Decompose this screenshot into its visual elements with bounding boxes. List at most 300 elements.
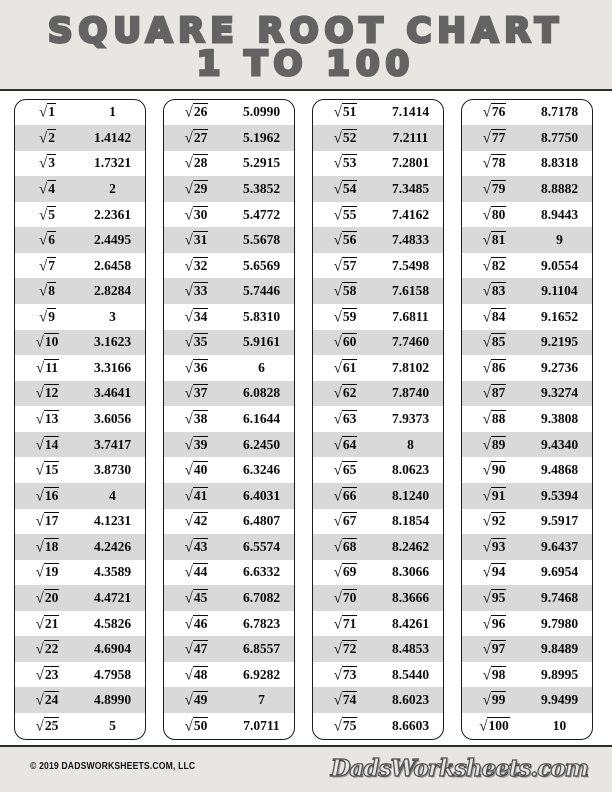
- radical-icon: √: [35, 411, 44, 428]
- sqrt-value: 6.5574: [242, 538, 281, 554]
- radicand-number: 29: [193, 180, 208, 196]
- radical-icon: √: [39, 181, 48, 198]
- chart-column: [14, 99, 146, 740]
- sqrt-expression: [15, 589, 80, 607]
- sqrt-expression: [15, 333, 80, 351]
- sqrt-expression: [462, 333, 527, 351]
- radicand-number: 68: [342, 538, 357, 554]
- table-row: [15, 662, 145, 688]
- sqrt-value: 2.4495: [93, 232, 132, 248]
- table-row: [462, 534, 592, 560]
- sqrt-expression: [15, 282, 80, 300]
- radicand-number: 96: [491, 615, 506, 631]
- radical-icon: √: [333, 641, 342, 658]
- sqrt-value: 8.1240: [391, 487, 430, 503]
- sqrt-value: 3.1623: [93, 334, 132, 350]
- table-row: [462, 381, 592, 407]
- chart-column: [312, 99, 444, 740]
- radicand-number: 78: [491, 155, 506, 171]
- table-row: [462, 432, 592, 458]
- table-row: [462, 253, 592, 279]
- sqrt-expression: [15, 717, 80, 735]
- table-row: [462, 560, 592, 586]
- radical-icon: √: [184, 616, 193, 633]
- radical-icon: √: [184, 207, 193, 224]
- sqrt-value: 5.6569: [242, 257, 281, 273]
- radical-icon: √: [482, 155, 491, 172]
- sqrt-value: 3.6056: [93, 411, 132, 427]
- table-row: [313, 560, 443, 586]
- sqrt-value: 4.4721: [93, 589, 132, 605]
- sqrt-value: 8: [407, 436, 414, 452]
- table-row: [462, 636, 592, 662]
- radical-icon: √: [35, 437, 44, 454]
- table-row: [15, 176, 145, 202]
- sqrt-value: 9.6437: [540, 538, 579, 554]
- radicand-number: 70: [342, 589, 357, 605]
- table-row: [164, 304, 294, 330]
- radicand-number: 60: [342, 334, 357, 350]
- radicand-number: 76: [491, 104, 506, 120]
- sqrt-value: 5.0990: [242, 104, 281, 120]
- table-row: [462, 304, 592, 330]
- radical-icon: √: [184, 513, 193, 530]
- table-row: [164, 560, 294, 586]
- sqrt-value: 1.4142: [93, 129, 132, 145]
- table-row: [164, 176, 294, 202]
- sqrt-value: 7.1414: [391, 104, 430, 120]
- radicand-number: 62: [342, 385, 357, 401]
- radical-icon: √: [333, 488, 342, 505]
- sqrt-value: 4.3589: [93, 564, 132, 580]
- sqrt-value: 7.9373: [391, 411, 430, 427]
- radicand-number: 41: [193, 487, 208, 503]
- radicand-number: 52: [342, 129, 357, 145]
- sqrt-expression: [15, 384, 80, 402]
- sqrt-value: 9.4340: [540, 436, 579, 452]
- header-band: [0, 0, 612, 91]
- radical-icon: √: [184, 488, 193, 505]
- table-row: [15, 432, 145, 458]
- sqrt-value: 8.8882: [540, 180, 579, 196]
- sqrt-value: 8.4261: [391, 615, 430, 631]
- radical-icon: √: [482, 207, 491, 224]
- radicand-number: 45: [193, 589, 208, 605]
- radical-icon: √: [35, 616, 44, 633]
- sqrt-value: 6.4807: [242, 513, 281, 529]
- table-row: [15, 151, 145, 177]
- table-row: [462, 100, 592, 126]
- radical-icon: √: [482, 411, 491, 428]
- table-row: [313, 687, 443, 713]
- sqrt-expression: [164, 563, 229, 581]
- radicand-number: 99: [491, 692, 506, 708]
- radicand-number: 69: [342, 564, 357, 580]
- table-row: [313, 100, 443, 126]
- sqrt-value: 3.3166: [93, 359, 132, 375]
- table-row: [462, 355, 592, 381]
- sqrt-expression: [313, 691, 378, 709]
- table-row: [15, 355, 145, 381]
- radicand-number: 9: [48, 308, 55, 324]
- sqrt-expression: [15, 461, 80, 479]
- radicand-number: 10: [44, 334, 59, 350]
- sqrt-expression: [462, 180, 527, 198]
- radicand-number: 36: [193, 359, 208, 375]
- sqrt-value: 9.6954: [540, 564, 579, 580]
- sqrt-expression: [313, 589, 378, 607]
- radical-icon: √: [184, 590, 193, 607]
- radicand-number: 3: [48, 155, 55, 171]
- radicand-number: 54: [342, 180, 357, 196]
- radical-icon: √: [333, 590, 342, 607]
- radicand-number: 22: [44, 641, 59, 657]
- sqrt-expression: [313, 359, 378, 377]
- sqrt-expression: [462, 436, 527, 454]
- sqrt-value: 8.9443: [540, 206, 579, 222]
- sqrt-expression: [164, 615, 229, 633]
- radicand-number: 61: [342, 359, 357, 375]
- sqrt-value: 4.8990: [93, 692, 132, 708]
- radical-icon: √: [184, 437, 193, 454]
- sqrt-expression: [164, 359, 229, 377]
- sqrt-expression: [462, 231, 527, 249]
- table-row: [313, 202, 443, 228]
- sqrt-expression: [164, 512, 229, 530]
- sqrt-expression: [164, 461, 229, 479]
- table-row: [313, 509, 443, 535]
- radical-icon: √: [482, 488, 491, 505]
- sqrt-value: 9.9499: [540, 692, 579, 708]
- radical-icon: √: [482, 616, 491, 633]
- radical-icon: √: [482, 462, 491, 479]
- page-title-line2: 1 TO 100: [196, 43, 416, 84]
- sqrt-expression: [164, 180, 229, 198]
- table-row: [15, 227, 145, 253]
- sqrt-value: 2: [109, 180, 116, 196]
- sqrt-value: 9.7468: [540, 589, 579, 605]
- radical-icon: √: [482, 283, 491, 300]
- sqrt-value: 5.7446: [242, 283, 281, 299]
- sqrt-value: 9.5917: [540, 513, 579, 529]
- sqrt-expression: [15, 257, 80, 275]
- radicand-number: 32: [193, 257, 208, 273]
- sqrt-value: 3.4641: [93, 385, 132, 401]
- radicand-number: 98: [491, 666, 506, 682]
- radicand-number: 26: [193, 104, 208, 120]
- sqrt-expression: [462, 154, 527, 172]
- radical-icon: √: [184, 692, 193, 709]
- sqrt-value: 8.6603: [391, 717, 430, 733]
- sqrt-value: 6.7823: [242, 615, 281, 631]
- sqrt-expression: [15, 359, 80, 377]
- sqrt-expression: [462, 129, 527, 147]
- sqrt-value: 8.0623: [391, 462, 430, 478]
- chart-body: [0, 94, 612, 746]
- table-row: [313, 713, 443, 739]
- radicand-number: 34: [193, 308, 208, 324]
- table-row: [313, 636, 443, 662]
- radicand-number: 93: [491, 538, 506, 554]
- sqrt-expression: [164, 436, 229, 454]
- radicand-number: 83: [491, 283, 506, 299]
- sqrt-expression: [15, 103, 80, 121]
- table-row: [15, 687, 145, 713]
- radical-icon: √: [35, 488, 44, 505]
- radical-icon: √: [184, 104, 193, 121]
- table-row: [462, 585, 592, 611]
- radical-icon: √: [482, 360, 491, 377]
- sqrt-value: 7: [258, 692, 265, 708]
- radical-icon: √: [333, 283, 342, 300]
- sqrt-expression: [462, 103, 527, 121]
- radicand-number: 58: [342, 283, 357, 299]
- table-row: [313, 585, 443, 611]
- radical-icon: √: [482, 181, 491, 198]
- sqrt-value: 5.2915: [242, 155, 281, 171]
- radicand-number: 12: [44, 385, 59, 401]
- sqrt-expression: [462, 666, 527, 684]
- radicand-number: 19: [44, 564, 59, 580]
- sqrt-expression: [313, 257, 378, 275]
- radicand-number: 47: [193, 641, 208, 657]
- table-row: [164, 125, 294, 151]
- radical-icon: √: [184, 667, 193, 684]
- sqrt-value: 6.4031: [242, 487, 281, 503]
- sqrt-expression: [313, 461, 378, 479]
- sqrt-value: 2.6458: [93, 257, 132, 273]
- sqrt-value: 6.7082: [242, 589, 281, 605]
- copyright-text: © 2019 DADSWORKSHEETS.COM, LLC: [30, 760, 196, 772]
- radicand-number: 14: [44, 436, 59, 452]
- table-row: [15, 125, 145, 151]
- sqrt-value: 6.0828: [242, 385, 281, 401]
- table-row: [313, 355, 443, 381]
- radical-icon: √: [184, 360, 193, 377]
- sqrt-value: 6.9282: [242, 666, 281, 682]
- sqrt-expression: [15, 538, 80, 556]
- radical-icon: √: [482, 130, 491, 147]
- radical-icon: √: [184, 718, 193, 735]
- table-row: [164, 381, 294, 407]
- sqrt-expression: [15, 563, 80, 581]
- table-row: [15, 457, 145, 483]
- sqrt-expression: [462, 589, 527, 607]
- radical-icon: √: [184, 539, 193, 556]
- radical-icon: √: [35, 641, 44, 658]
- radicand-number: 31: [193, 232, 208, 248]
- table-row: [164, 636, 294, 662]
- sqrt-value: 3.7417: [93, 436, 132, 452]
- radicand-number: 64: [342, 436, 357, 452]
- sqrt-expression: [15, 512, 80, 530]
- table-row: [164, 713, 294, 739]
- table-row: [15, 202, 145, 228]
- table-row: [15, 534, 145, 560]
- sqrt-expression: [313, 717, 378, 735]
- sqrt-value: 3: [109, 308, 116, 324]
- sqrt-value: 7.4162: [391, 206, 430, 222]
- square-root-columns: [14, 99, 593, 740]
- radicand-number: 90: [491, 462, 506, 478]
- sqrt-value: 4.6904: [93, 641, 132, 657]
- table-row: [462, 457, 592, 483]
- sqrt-value: 8.7178: [540, 104, 579, 120]
- radicand-number: 71: [342, 615, 357, 631]
- radicand-number: 85: [491, 334, 506, 350]
- sqrt-expression: [15, 691, 80, 709]
- sqrt-expression: [15, 615, 80, 633]
- radical-icon: √: [39, 104, 48, 121]
- table-row: [15, 611, 145, 637]
- footer-band: [0, 745, 612, 792]
- sqrt-expression: [313, 487, 378, 505]
- sqrt-expression: [164, 666, 229, 684]
- radicand-number: 95: [491, 589, 506, 605]
- radicand-number: 97: [491, 641, 506, 657]
- sqrt-expression: [313, 333, 378, 351]
- radicand-number: 74: [342, 692, 357, 708]
- table-row: [462, 509, 592, 535]
- sqrt-value: 8.4853: [391, 641, 430, 657]
- sqrt-expression: [313, 666, 378, 684]
- table-row: [462, 227, 592, 253]
- table-row: [313, 483, 443, 509]
- radical-icon: √: [333, 667, 342, 684]
- sqrt-value: 7.8102: [391, 359, 430, 375]
- table-row: [15, 560, 145, 586]
- radical-icon: √: [184, 564, 193, 581]
- radical-icon: √: [39, 232, 48, 249]
- table-row: [164, 509, 294, 535]
- radicand-number: 20: [44, 589, 59, 605]
- table-row: [313, 432, 443, 458]
- sqrt-value: 5.4772: [242, 206, 281, 222]
- radicand-number: 79: [491, 180, 506, 196]
- radicand-number: 75: [342, 717, 357, 733]
- sqrt-expression: [462, 206, 527, 224]
- radical-icon: √: [333, 462, 342, 479]
- table-row: [164, 687, 294, 713]
- sqrt-value: 5.9161: [242, 334, 281, 350]
- sqrt-expression: [15, 487, 80, 505]
- sqrt-value: 9.1104: [541, 283, 578, 299]
- table-row: [15, 304, 145, 330]
- radicand-number: 87: [491, 385, 506, 401]
- sqrt-value: 4.7958: [93, 666, 132, 682]
- table-row: [15, 509, 145, 535]
- sqrt-expression: [313, 103, 378, 121]
- radicand-number: 15: [44, 462, 59, 478]
- radical-icon: √: [184, 181, 193, 198]
- sqrt-expression: [164, 717, 229, 735]
- radical-icon: √: [333, 334, 342, 351]
- sqrt-value: 2.8284: [93, 283, 132, 299]
- radical-icon: √: [39, 155, 48, 172]
- sqrt-expression: [164, 206, 229, 224]
- radicand-number: 28: [193, 155, 208, 171]
- table-row: [313, 278, 443, 304]
- radical-icon: √: [35, 539, 44, 556]
- table-row: [313, 662, 443, 688]
- radical-icon: √: [333, 513, 342, 530]
- radical-icon: √: [482, 232, 491, 249]
- sqrt-value: 6.8557: [242, 641, 281, 657]
- sqrt-value: 9.4868: [540, 462, 579, 478]
- radicand-number: 46: [193, 615, 208, 631]
- sqrt-value: 7.0711: [243, 717, 280, 733]
- sqrt-value: 9.8489: [540, 641, 579, 657]
- sqrt-value: 4.1231: [93, 513, 132, 529]
- radicand-number: 1: [48, 104, 55, 120]
- sqrt-value: 8.6023: [391, 692, 430, 708]
- radical-icon: √: [184, 385, 193, 402]
- table-row: [164, 202, 294, 228]
- radical-icon: √: [333, 130, 342, 147]
- radicand-number: 30: [193, 206, 208, 222]
- radicand-number: 42: [193, 513, 208, 529]
- sqrt-value: 9.1652: [540, 308, 579, 324]
- sqrt-expression: [164, 333, 229, 351]
- radicand-number: 65: [342, 462, 357, 478]
- radicand-number: 59: [342, 308, 357, 324]
- radicand-number: 27: [193, 129, 208, 145]
- radical-icon: √: [482, 513, 491, 530]
- table-row: [462, 151, 592, 177]
- table-row: [164, 151, 294, 177]
- table-row: [164, 227, 294, 253]
- radicand-number: 55: [342, 206, 357, 222]
- sqrt-value: 9.5394: [540, 487, 579, 503]
- radical-icon: √: [184, 309, 193, 326]
- radicand-number: 49: [193, 692, 208, 708]
- radical-icon: √: [482, 590, 491, 607]
- sqrt-expression: [313, 231, 378, 249]
- table-row: [15, 585, 145, 611]
- table-row: [164, 278, 294, 304]
- radical-icon: √: [184, 130, 193, 147]
- sqrt-expression: [15, 206, 80, 224]
- sqrt-value: 9.0554: [540, 257, 579, 273]
- radicand-number: 66: [342, 487, 357, 503]
- sqrt-value: 5.5678: [242, 232, 281, 248]
- radicand-number: 81: [491, 232, 506, 248]
- sqrt-value: 8.8318: [540, 155, 579, 171]
- radical-icon: √: [35, 385, 44, 402]
- sqrt-value: 7.6158: [391, 283, 430, 299]
- table-row: [15, 278, 145, 304]
- sqrt-expression: [164, 103, 229, 121]
- radicand-number: 57: [342, 257, 357, 273]
- radical-icon: √: [482, 258, 491, 275]
- radical-icon: √: [333, 437, 342, 454]
- table-row: [164, 585, 294, 611]
- radicand-number: 53: [342, 155, 357, 171]
- sqrt-expression: [313, 206, 378, 224]
- sqrt-expression: [15, 129, 80, 147]
- radical-icon: √: [184, 258, 193, 275]
- radical-icon: √: [184, 283, 193, 300]
- radical-icon: √: [482, 334, 491, 351]
- radicand-number: 91: [491, 487, 506, 503]
- sqrt-value: 9.2736: [540, 359, 579, 375]
- table-row: [15, 381, 145, 407]
- table-row: [15, 713, 145, 739]
- radical-icon: √: [35, 334, 44, 351]
- radicand-number: 72: [342, 641, 357, 657]
- radical-icon: √: [36, 360, 45, 377]
- radical-icon: √: [39, 130, 48, 147]
